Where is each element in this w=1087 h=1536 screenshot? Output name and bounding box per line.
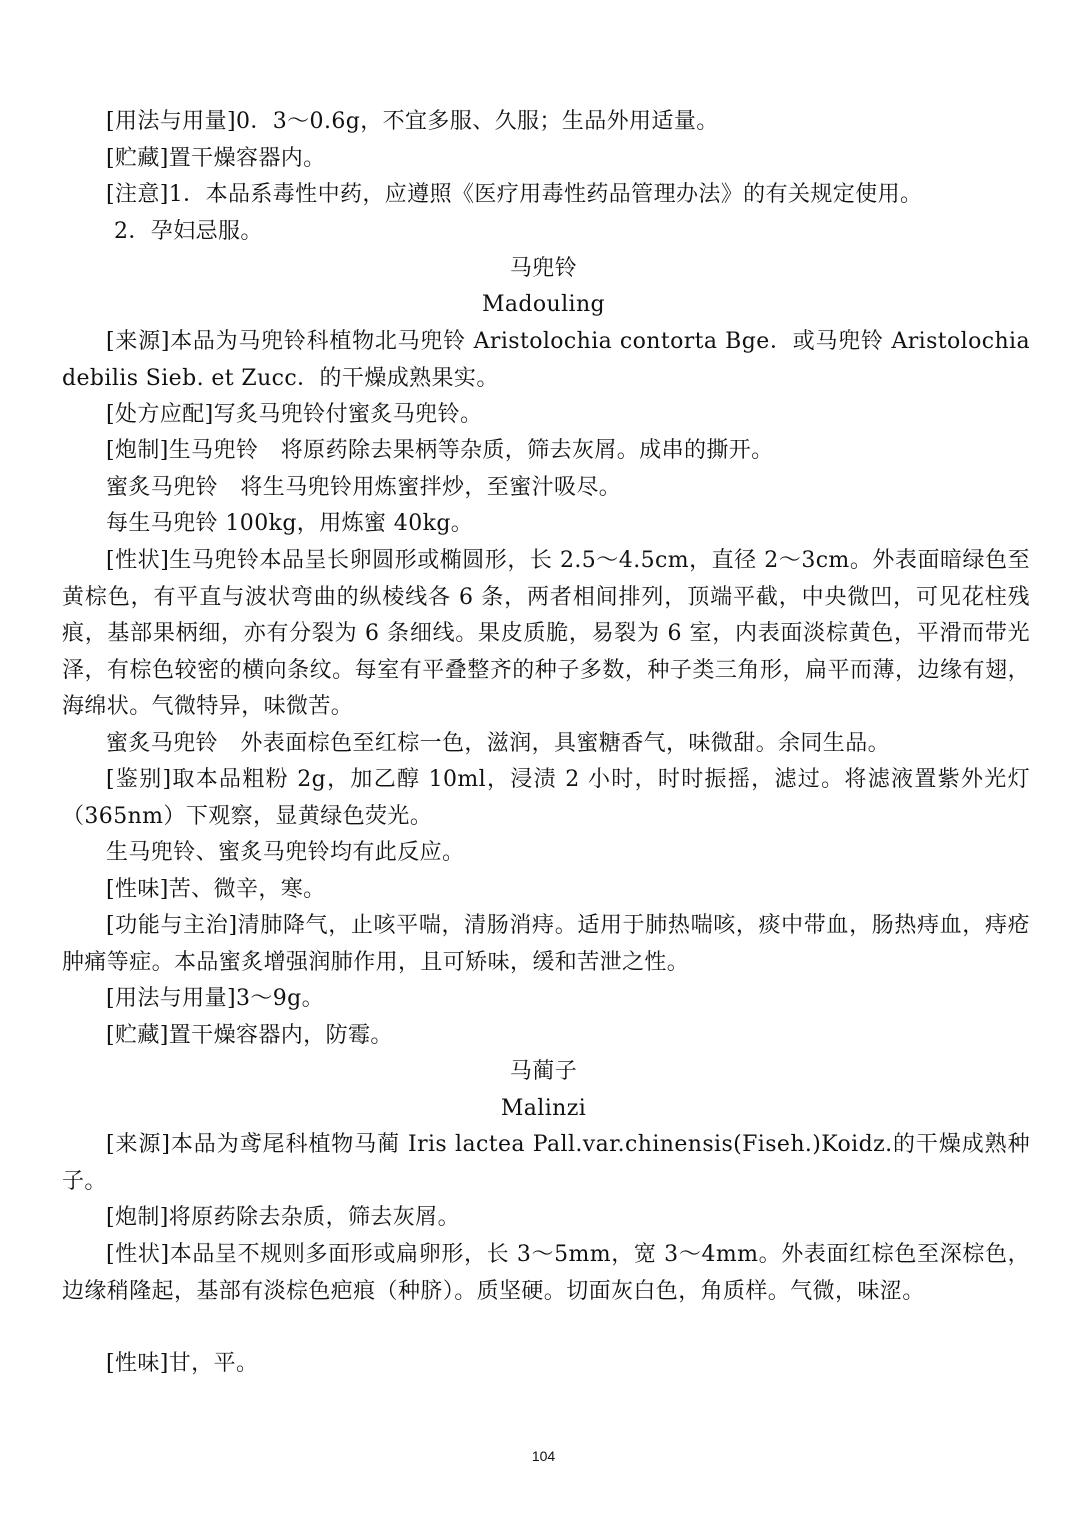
madouling-processing-1: [炮制]生马兜铃 将原药除去果柄等杂质，筛去灰屑。成串的撕开。 (106, 438, 774, 463)
entry-title-malinzi: 马蔺子 (509, 1059, 578, 1084)
prev-notice-2: 2．孕妇忌服。 (114, 219, 263, 244)
prev-storage: [贮藏]置干燥容器内。 (106, 146, 326, 171)
madouling-identification: [鉴别]取本品粗粉 2g，加乙醇 10ml，浸渍 2 小时，时时振摇，滤过。将滤液置紫外光灯（365nm）下观察，显黄绿色荧光。 (62, 767, 1030, 829)
malinzi-source: [来源]本品为鸢尾科植物马蔺 Iris lactea Pall.var.chinensis(Fiseh.)Koidz.的干燥成熟种子。 (62, 1132, 1030, 1194)
madouling-storage: [贮藏]置干燥容器内，防霉。 (106, 1023, 393, 1048)
entry-pinyin-malinzi: Malinzi (500, 1096, 587, 1121)
page-number: 104 (531, 1448, 556, 1464)
prev-usage: [用法与用量]0．3～0.6g，不宜多服、久服；生品外用适量。 (106, 109, 719, 134)
madouling-processing-3: 每生马兜铃 100kg，用炼蜜 40kg。 (106, 511, 474, 536)
entry-title-madouling: 马兜铃 (509, 256, 578, 281)
malinzi-character: [性状]本品呈不规则多面形或扁卵形，长 3～5mm，宽 3～4mm。外表面红棕色至深棕色，边缘稍隆起，基部有淡棕色疤痕（种脐）。质坚硬。切面灰白色，角质样。气微，味涩。 (62, 1242, 1030, 1304)
madouling-function: [功能与主治]清肺降气，止咳平喘，清肠消痔。适用于肺热喘咳，痰中带血，肠热痔血，痔疮肿痛等症。本品蜜炙增强润肺作用，且可矫味，缓和苦泄之性。 (62, 913, 1030, 975)
entry-pinyin-madouling: Madouling (481, 292, 606, 317)
malinzi-processing: [炮制]将原药除去杂质，筛去灰屑。 (106, 1205, 460, 1230)
madouling-nature: [性味]苦、微辛，寒。 (106, 877, 326, 902)
madouling-prescription: [处方应配]写炙马兜铃付蜜炙马兜铃。 (106, 402, 483, 427)
madouling-usage: [用法与用量]3～9g。 (106, 986, 325, 1011)
malinzi-nature: [性味]甘，平。 (106, 1351, 259, 1376)
madouling-character-honey: 蜜炙马兜铃 外表面棕色至红棕一色，滋润，具蜜糖香气，味微甜。余同生品。 (106, 731, 891, 756)
prev-notice-1: [注意]1．本品系毒性中药，应遵照《医疗用毒性药品管理办法》的有关规定使用。 (106, 182, 923, 207)
madouling-identification-2: 生马兜铃、蜜炙马兜铃均有此反应。 (106, 840, 465, 865)
madouling-character: [性状]生马兜铃本品呈长卵圆形或椭圆形，长 2.5～4.5cm，直径 2～3cm。外表面暗绿色至黄棕色，有平直与波状弯曲的纵棱线各 6 条，两者相间排列，顶端平截，中央微凹，可见花柱残痕，基部果柄细，亦有分裂为 6 条细线。果皮质脆，易裂为 6 室，内表面淡棕黄色，平滑而带光泽，有棕色较密的横向条纹。每室有平叠整齐的种子多数，种子类三角形，扁平而薄，边缘有翅，海绵状。气微特异，味微苦。 (62, 548, 1030, 719)
madouling-processing-2: 蜜炙马兜铃 将生马兜铃用炼蜜拌炒，至蜜汁吸尽。 (106, 475, 622, 500)
madouling-source: [来源]本品为马兜铃科植物北马兜铃 Aristolochia contorta Bge．或马兜铃 Aristolochia debilis Sieb. et Zucc．的干燥成熟果实。 (62, 329, 1030, 391)
